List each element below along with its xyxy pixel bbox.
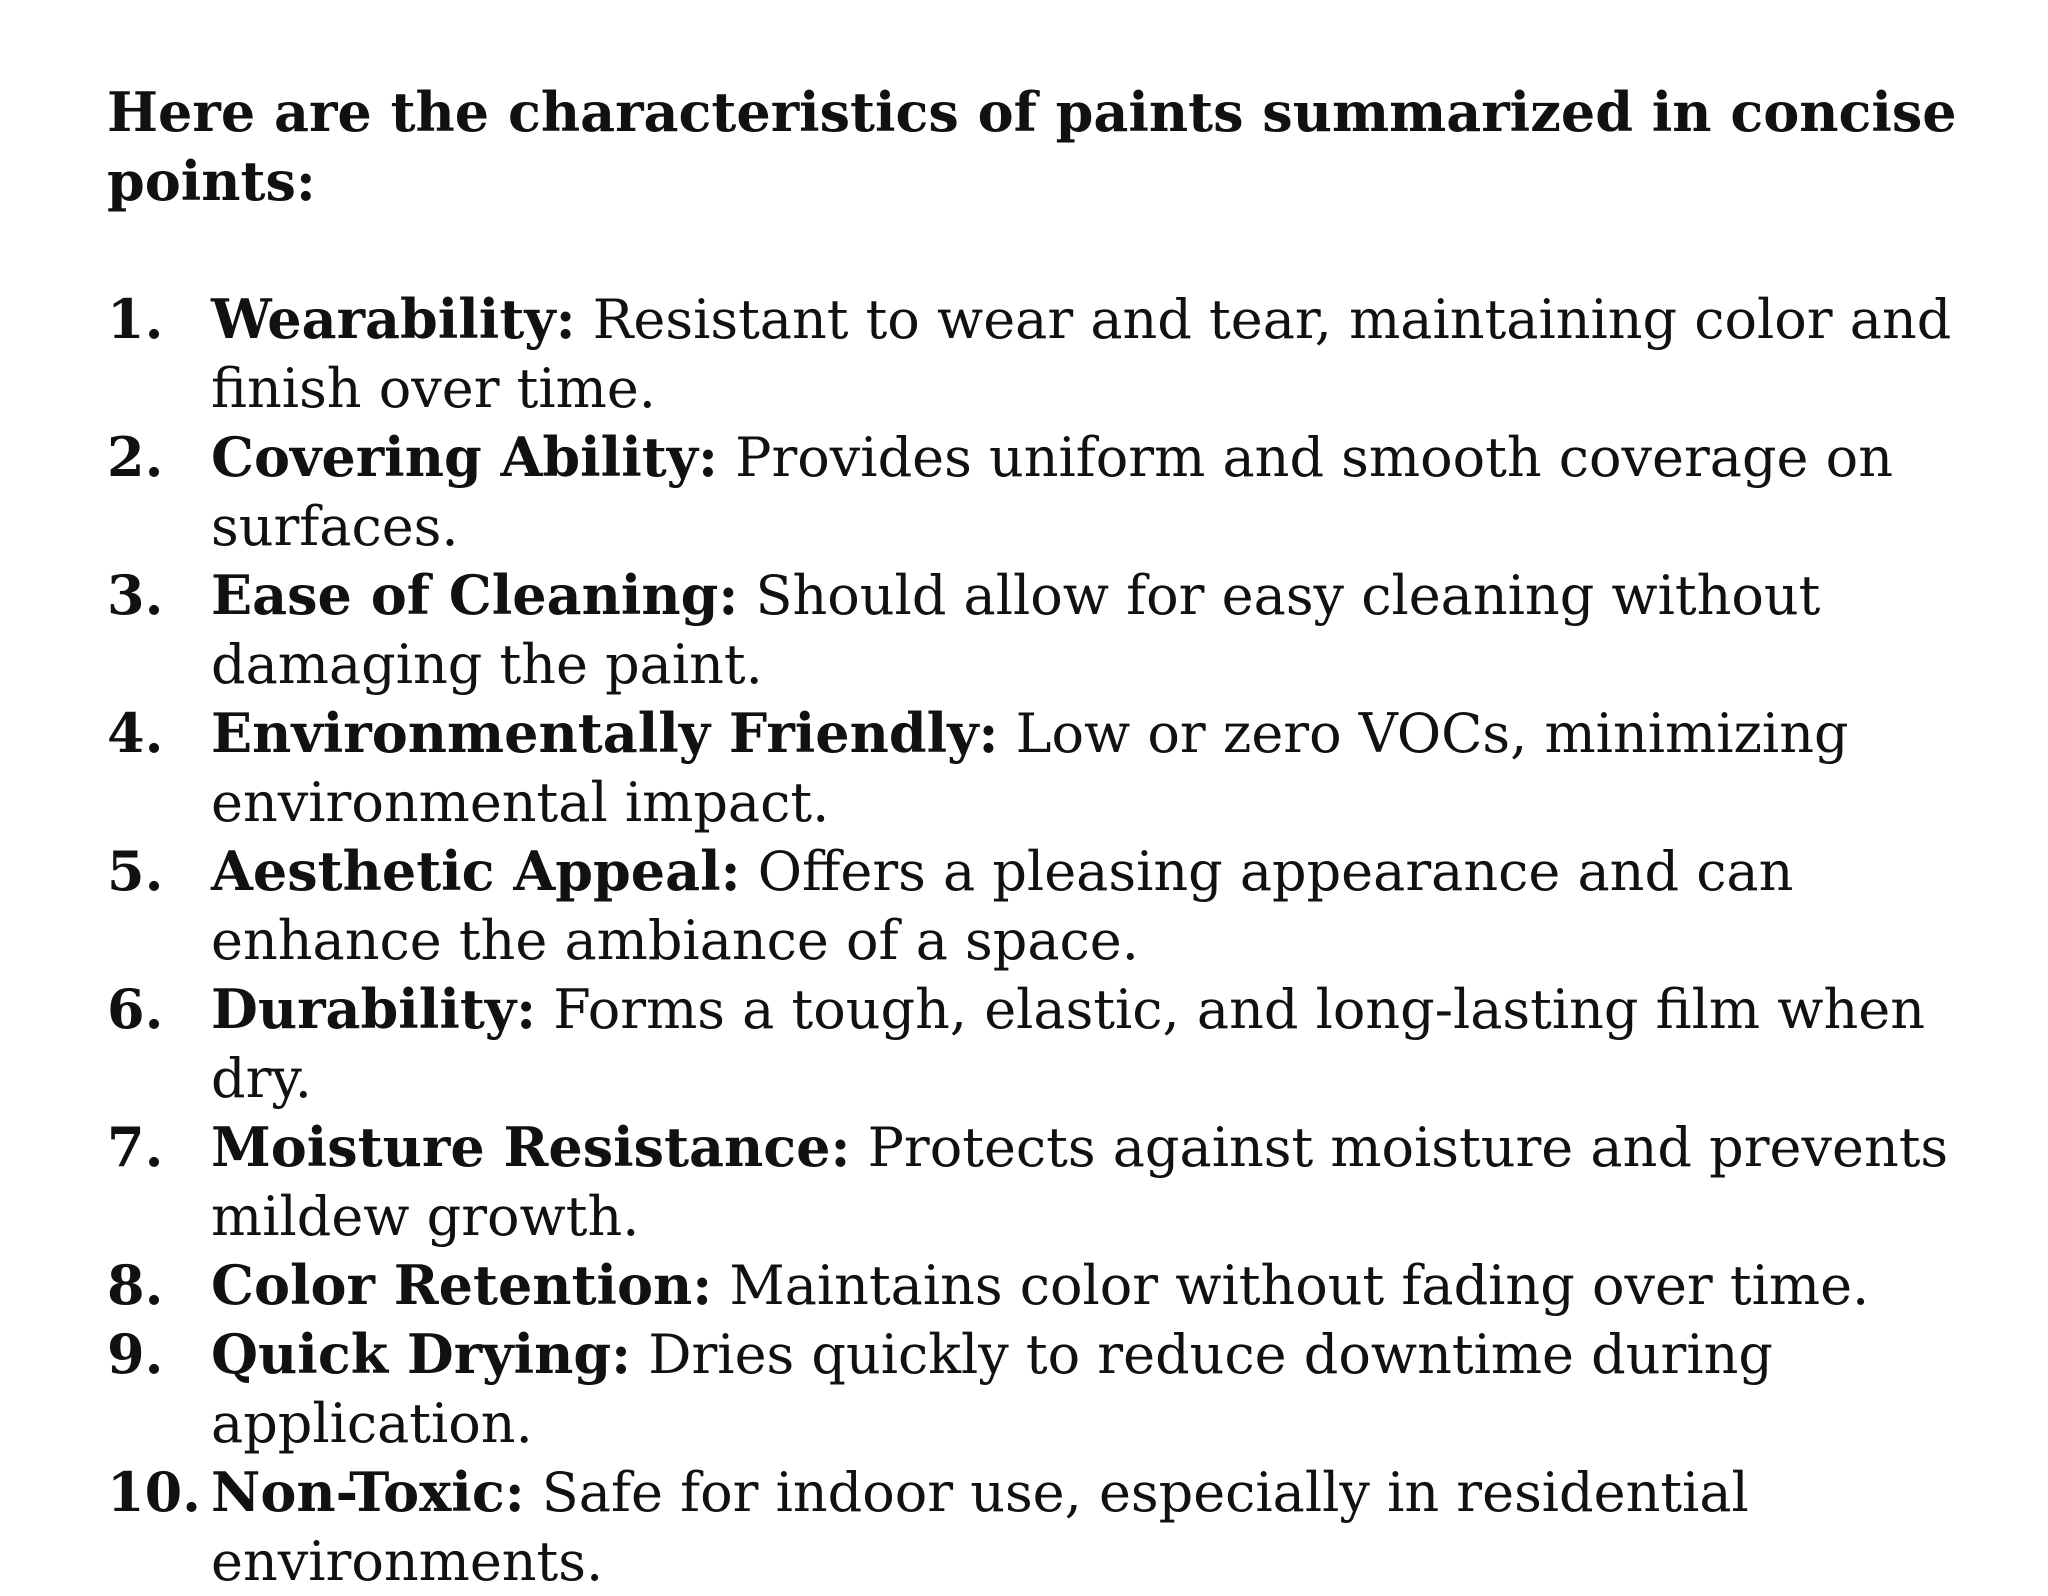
item-number: 7. bbox=[107, 1115, 164, 1179]
item-number: 4. bbox=[107, 701, 164, 765]
item-body bbox=[211, 1251, 1987, 1320]
item-term: Color Retention: bbox=[211, 1253, 713, 1317]
item-number: 3. bbox=[107, 563, 164, 627]
item-description: Provides uniform and smooth coverage on surfaces. bbox=[211, 426, 1893, 558]
item-body bbox=[211, 1320, 1987, 1458]
item-body bbox=[211, 1458, 1987, 1596]
intro-heading: Here are the characteristics of paints summarized in concise points: bbox=[107, 80, 1957, 213]
characteristics-list bbox=[107, 285, 1987, 1596]
item-description: Should allow for easy cleaning without damaging the paint. bbox=[211, 564, 1821, 696]
item-body bbox=[211, 1113, 1987, 1251]
item-term: Wearability: bbox=[211, 287, 576, 351]
list-item bbox=[107, 1458, 1987, 1596]
document-body bbox=[107, 78, 1987, 1596]
item-body bbox=[211, 975, 1987, 1113]
list-item bbox=[107, 1113, 1987, 1251]
item-body bbox=[211, 837, 1987, 975]
item-number: 1. bbox=[107, 287, 164, 351]
item-body bbox=[211, 699, 1987, 837]
item-term: Environmentally Friendly: bbox=[211, 701, 999, 765]
list-item bbox=[107, 1251, 1987, 1320]
item-description: Resistant to wear and tear, maintaining color and finish over time. bbox=[211, 288, 1952, 420]
item-number: 8. bbox=[107, 1253, 164, 1317]
item-term: Quick Drying: bbox=[211, 1322, 632, 1386]
item-description: Protects against moisture and prevents mildew growth. bbox=[211, 1116, 1949, 1248]
item-number: 10. bbox=[107, 1460, 201, 1524]
list-item bbox=[107, 423, 1987, 561]
item-term: Durability: bbox=[211, 977, 537, 1041]
item-description: Low or zero VOCs, minimizing environmental impact. bbox=[211, 702, 1849, 834]
item-description: Maintains color without fading over time. bbox=[712, 1254, 1870, 1317]
list-item bbox=[107, 699, 1987, 837]
item-number: 6. bbox=[107, 977, 164, 1041]
item-description: Offers a pleasing appearance and can enhance the ambiance of a space. bbox=[211, 840, 1794, 972]
list-item bbox=[107, 561, 1987, 699]
item-description: Dries quickly to reduce downtime during application. bbox=[211, 1323, 1773, 1455]
item-term: Covering Ability: bbox=[211, 425, 718, 489]
item-number: 5. bbox=[107, 839, 164, 903]
list-item bbox=[107, 975, 1987, 1113]
item-term: Ease of Cleaning: bbox=[211, 563, 739, 627]
item-body bbox=[211, 561, 1987, 699]
item-term: Non-Toxic: bbox=[211, 1460, 525, 1524]
item-term: Moisture Resistance: bbox=[211, 1115, 851, 1179]
item-body bbox=[211, 423, 1987, 561]
item-term: Aesthetic Appeal: bbox=[211, 839, 741, 903]
list-item bbox=[107, 1320, 1987, 1458]
item-number: 2. bbox=[107, 425, 164, 489]
list-item bbox=[107, 837, 1987, 975]
item-number: 9. bbox=[107, 1322, 164, 1386]
item-body bbox=[211, 285, 1987, 423]
item-description: Safe for indoor use, especially in residential environments. bbox=[211, 1461, 1749, 1593]
list-item bbox=[107, 285, 1987, 423]
item-description: Forms a tough, elastic, and long-lasting film when dry. bbox=[211, 978, 1926, 1110]
